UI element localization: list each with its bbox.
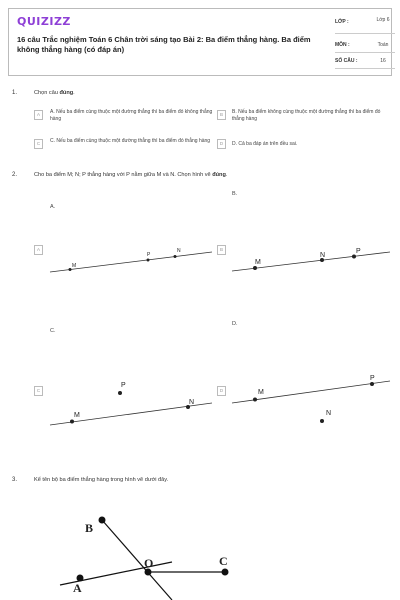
point-label-b: B: [85, 521, 94, 535]
point-label-a: A: [73, 581, 82, 595]
answer-box-a[interactable]: A: [34, 110, 43, 120]
figure-label-c: C.: [50, 328, 56, 334]
point-label-m: M: [258, 389, 264, 396]
point-label-n: N: [189, 399, 195, 406]
count-value: 16: [380, 58, 386, 64]
point-label-m: M: [255, 259, 261, 266]
answer-box-c[interactable]: C: [34, 139, 43, 149]
count-label: SỐ CÂU :: [335, 58, 358, 64]
answer-box-b[interactable]: B: [217, 245, 226, 255]
question-number: 1.: [12, 90, 18, 96]
point-label-p: P: [356, 248, 361, 255]
subject-label: MÔN :: [335, 42, 350, 48]
point-label-p: P: [370, 375, 375, 382]
point-label-o: O: [144, 556, 154, 570]
point-label-n: N: [326, 410, 332, 417]
answer-box-d[interactable]: D: [217, 386, 226, 396]
point-label-n: N: [177, 248, 181, 254]
answer-option-b[interactable]: B. Nếu ba điểm không cùng thuộc một đường thẳng thì ba điểm đó thẳng hàng: [232, 109, 381, 122]
quizizz-logo: QUIZIZZ: [17, 15, 71, 28]
point-label-m: M: [72, 263, 77, 269]
question-number: 3.: [12, 477, 18, 483]
point-b: [99, 517, 106, 524]
answer-option-a[interactable]: A. Nếu ba điểm cùng thuộc một đường thẳng thì ba điểm đó không thẳng hàng: [50, 109, 213, 122]
answer-box-b[interactable]: B: [217, 110, 226, 120]
figure-label-d: D.: [232, 321, 238, 327]
answer-box-c[interactable]: C: [34, 386, 43, 396]
question-text: Cho ba điểm M; N; P thẳng hàng với P nằm giữa M và N. Chọn hình vẽ đúng.: [34, 172, 228, 178]
point-label-n: N: [320, 252, 326, 259]
answer-box-a[interactable]: A: [34, 245, 43, 255]
point-label-m: M: [74, 412, 80, 419]
subject-value: Toán: [377, 42, 389, 48]
point-c: [222, 569, 229, 576]
point-label-c: C: [219, 554, 228, 568]
class-value: Lớp 6: [376, 17, 390, 23]
question-text: Kể tên bộ ba điểm thẳng hàng trong hình vẽ dưới đây.: [34, 477, 169, 483]
figure-label-b: B.: [232, 191, 238, 197]
point-label-p: P: [121, 382, 126, 389]
line-bo: [102, 520, 172, 600]
figure-label-a: A.: [50, 204, 56, 210]
answer-box-d[interactable]: D: [217, 139, 226, 149]
answer-option-c[interactable]: C. Nếu ba điểm cùng thuộc một đường thẳng thì ba điểm đó thẳng hàng: [50, 138, 211, 144]
answer-option-d[interactable]: D. Cả ba đáp án trên đều sai.: [232, 141, 298, 147]
point-label-p: P: [147, 252, 151, 258]
question-text: Chọn câu đúng.: [34, 90, 75, 96]
worksheet-title: 16 câu Trắc nghiệm Toán 6 Chân trời sáng tạo Bài 2: Ba điểm thẳng hàng. Ba điểm không thẳng hàng (có đáp án): [17, 35, 311, 54]
class-label: LỚP :: [335, 19, 349, 25]
question-number: 2.: [12, 172, 18, 178]
